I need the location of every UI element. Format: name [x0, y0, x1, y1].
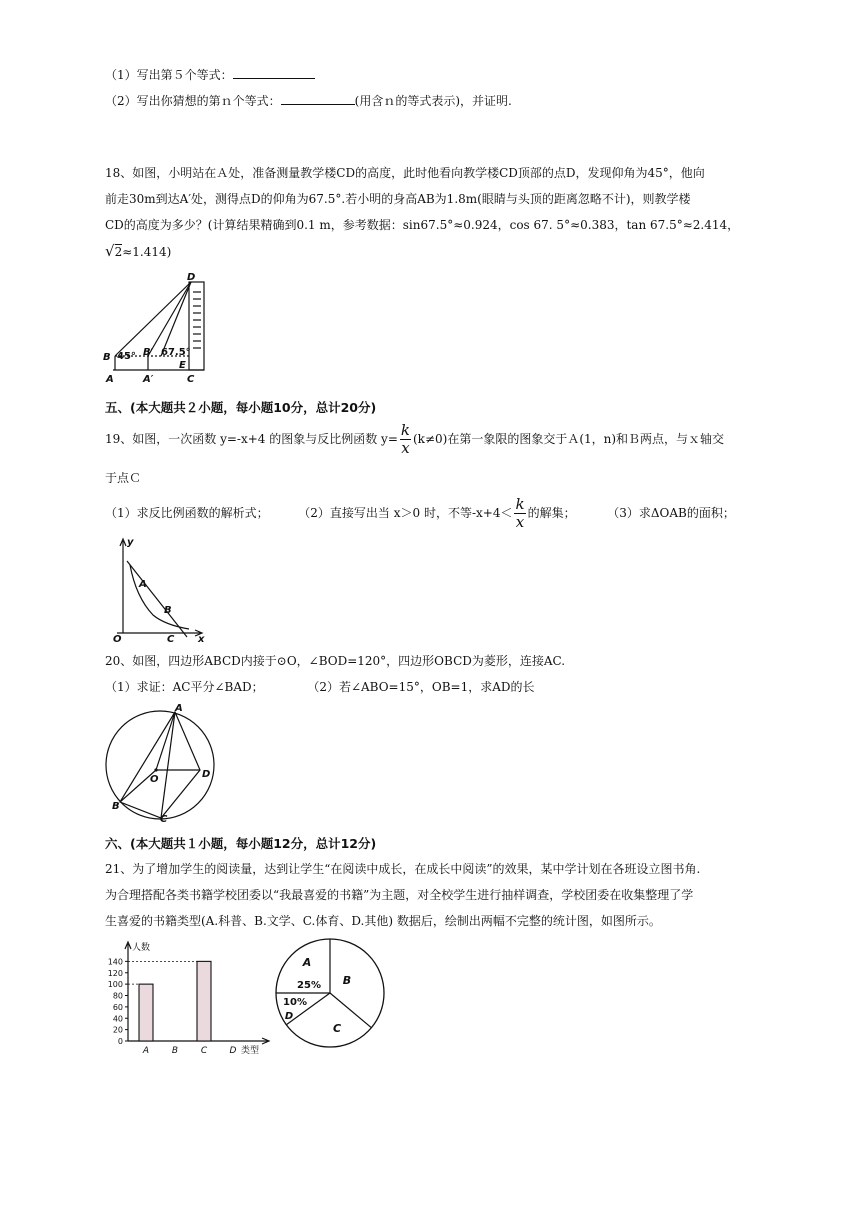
sqrt-sign: √ [105, 242, 115, 260]
x-tick-label: C [200, 1046, 208, 1056]
q18-line1: 18、如图，小明站在Ａ处，准备测量教学楼CD的高度，此时他看向教学楼CD顶部的点D，发现仰角为45°，他向 [105, 166, 705, 180]
q19-line1 [105, 422, 724, 457]
building [189, 282, 204, 370]
x-axis-title: 类型 [241, 1046, 260, 1056]
q19-part1: （1）求反比例函数的解析式； [105, 506, 269, 520]
slice-label-a: A [302, 956, 312, 969]
x-tick-label: A [142, 1046, 150, 1056]
slice-label-d: D [284, 1011, 294, 1022]
label-a1: A′ [143, 374, 154, 385]
q18-line4-rest: ≈1.414) [122, 245, 172, 259]
q19-line1-pre: 19、如图，一次函数 y=-x+4 的图象与反比例函数 y= [105, 432, 398, 446]
label-d: D [202, 769, 211, 780]
label-x: x [198, 634, 205, 643]
sight-line-b [115, 282, 191, 356]
q19-part3: （3）求ΔOAB的面积； [607, 506, 735, 520]
q17-part2 [105, 92, 512, 109]
x-tick-label: D [229, 1046, 237, 1056]
label-b: B [112, 801, 120, 812]
linear-function-line [127, 561, 187, 637]
label-o: O [113, 634, 122, 643]
q20-figure [103, 703, 223, 823]
label-b: B [103, 352, 111, 363]
q20-part1: （1）求证：AC平分∠BAD； [105, 680, 264, 694]
label-a: A [106, 374, 114, 385]
label-a: A [175, 703, 183, 714]
q20-line1: 20、如图，四边形ABCD内接于⊙O，∠BOD=120°，四边形OBCD为菱形，连接AC. [105, 654, 566, 668]
y-tick-label: 0 [117, 1037, 123, 1046]
fraction-k-over-x: $\frac{k}{x}$ [515, 495, 525, 531]
section5-heading: 五、(本大题共２小题，每小题10分，总计20分) [105, 400, 377, 415]
q19-part2-pre: （2）直接写出当 x＞0 时，不等-x+4＜ [298, 506, 513, 520]
slice-label-b: B [342, 974, 352, 987]
q19-line1-post: (k≠0)在第一象限的图象交于Ａ(1，n)和Ｂ两点，与ｘ轴交 [413, 432, 725, 446]
y-tick-label: 40 [112, 1014, 123, 1024]
slice-percent-a: 25% [297, 980, 321, 991]
y-axis-title: 人数 [132, 943, 151, 953]
fraction-k-over-x: $\frac{k}{x}$ [400, 421, 410, 457]
label-o: O [150, 774, 159, 785]
q19-line2: 于点Ｃ [105, 471, 142, 485]
q21-line3: 生喜爱的书籍类型(A.科普、B.文学、C.体育、D.其他) 数据后，绘制出两幅不完整的统计图，如图所示。 [105, 914, 661, 928]
segment-oa [156, 712, 175, 770]
label-45: 45° [117, 351, 136, 362]
label-c: C [160, 814, 168, 823]
segment-ac [161, 712, 175, 818]
slice-label-c: C [332, 1022, 342, 1035]
section6-heading: 六、(本大题共１小题，每小题12分，总计12分) [105, 836, 377, 851]
x-tick-label: B [171, 1046, 179, 1056]
q21-line1: 21、为了增加学生的阅读量，达到让学生“在阅读中成长，在成长中阅读”的效果，某中学计划在各班设立图书角. [105, 862, 701, 876]
q18-line3: CD的高度为多少？(计算结果精确到0.1 m，参考数据：sin67.5°≈0.924，cos 67. 5°≈0.383，tan 67.5°≈2.414， [105, 218, 740, 232]
q18-line2: 前走30m到达A′处，测得点D的仰角为67.5°.若小明的身高AB为1.8m(眼睛与头顶的距离忽略不计)，则教学楼 [105, 192, 691, 206]
rhombus-obcd-sides [120, 770, 200, 802]
q17-part2-suffix: (用含ｎ的等式表示)，并证明. [354, 94, 512, 108]
y-tick-label: 140 [107, 957, 123, 967]
label-b: B [164, 605, 172, 616]
q19-part2-post: 的解集； [527, 506, 576, 520]
y-tick-label: 20 [112, 1025, 123, 1035]
y-tick-label: 100 [107, 980, 123, 990]
answer-blank[interactable] [281, 92, 355, 105]
quadrilateral-abcd [120, 712, 200, 818]
label-675: 67.5° [161, 347, 191, 358]
bar-chart [100, 938, 275, 1058]
slice-percent-d: 10% [283, 997, 307, 1008]
label-c: C [167, 634, 175, 643]
y-tick-label: 80 [112, 991, 123, 1001]
q17-part1 [105, 66, 315, 83]
q20-parts [105, 679, 535, 695]
building-windows [193, 292, 201, 348]
label-e: E [179, 360, 186, 371]
sqrt-radicand: 2 [114, 245, 123, 259]
bar-a [139, 984, 153, 1041]
bar-c [197, 961, 211, 1041]
label-b1: B′ [143, 347, 154, 358]
q19-figure [103, 533, 213, 643]
label-d: D [187, 272, 196, 283]
hyperbola-curve [130, 565, 189, 629]
q17-part2-label: （2）写出你猜想的第ｎ个等式： [105, 94, 281, 108]
pie-chart [273, 932, 393, 1052]
q17-part1-label: （1）写出第５个等式： [105, 68, 233, 82]
center-point [154, 768, 157, 771]
q21-line2: 为合理搭配各类书籍学校团委以“我最喜爱的书籍”为主题，对全校学生进行抽样调查，学校团委在收集整理了学 [105, 888, 694, 902]
y-tick-label: 60 [112, 1002, 123, 1012]
y-tick-label: 120 [107, 968, 123, 978]
q18-line4 [105, 243, 171, 260]
label-a: A [139, 579, 147, 590]
label-c: C [187, 374, 195, 385]
label-y: y [127, 537, 134, 548]
sight-line-b1 [148, 282, 191, 356]
q19-parts [105, 496, 735, 531]
answer-blank[interactable] [233, 66, 315, 79]
q18-figure [103, 270, 218, 386]
q20-part2: （2）若∠ABO=15°，OB=1，求AD的长 [307, 680, 535, 694]
sight-line-extra [161, 282, 191, 356]
